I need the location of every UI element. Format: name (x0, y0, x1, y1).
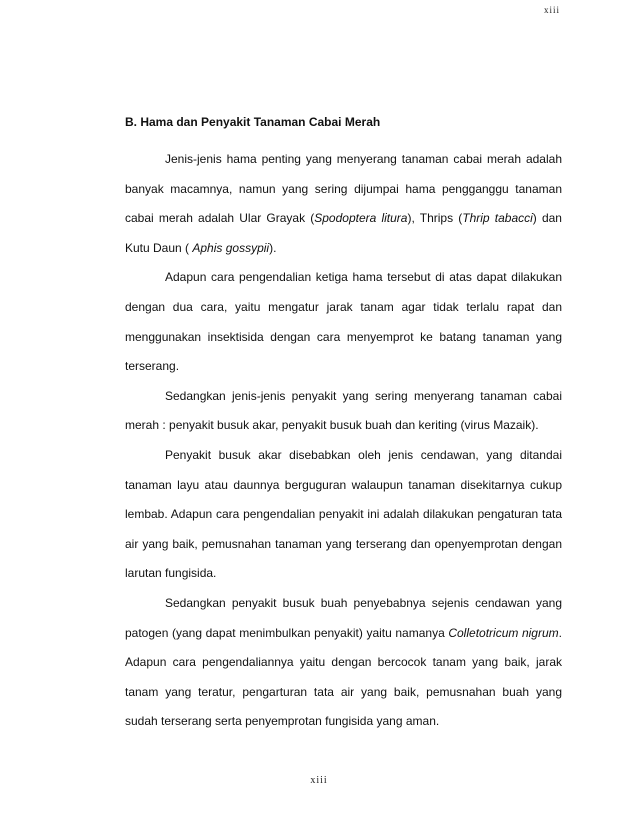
page-number-bottom: xiii (310, 775, 328, 786)
paragraph-text: Jenis-jenis hama penting yang menyerang tanaman cabai merah adalah banyak macamnya, namun yang sering dijumpai hama pengganggu tanaman cabai merah adalah Ular Grayak ( (125, 152, 562, 226)
paragraph-text: . Adapun cara pengendaliannya yaitu dengan bercocok tanam yang baik, jarak tanam yang teratur, pengarturan tata air yang baik, pemusnahan buah yang sudah terserang serta penyemprotan fungisida yang aman. (125, 625, 562, 729)
paragraph-jenis-penyakit: Sedangkan jenis-jenis penyakit yang sering menyerang tanaman cabai merah : penyakit busuk akar, penyakit busuk buah dan keriting (virus Mazaik). (125, 388, 562, 433)
paragraph-busuk-akar: Penyakit busuk akar disebabkan oleh jenis cendawan, yang ditandai tanaman layu atau daunnya berguguran walaupun tanaman disekitarnya cukup lembab. Adapun cara pengendalian penyakit ini adalah dilakukan pengaturan tata air yang baik, pemusnahan tanaman yang terserang dan openyemprotan dengan larutan fungisida. (125, 447, 562, 581)
paragraph-text: ) dan Kutu Daun ( (125, 211, 562, 255)
paragraph-hama (125, 145, 562, 263)
paragraph-busuk-buah (125, 589, 562, 737)
species-name-spodoptera: Spodoptera litura (314, 211, 408, 226)
species-name-thrip: Thrip tabacci (462, 211, 533, 226)
paragraph-text: Sedangkan penyakit busuk buah penyebabnya sejenis cendawan yang patogen (yang dapat menimbulkan penyakit) yaitu namanya (125, 595, 562, 640)
document-body (125, 113, 562, 737)
species-name-colletotricum: Colletotricum nigrum (448, 625, 559, 640)
section-heading: B. Hama dan Penyakit Tanaman Cabai Merah (125, 115, 381, 129)
paragraph-text: ). (269, 240, 277, 255)
page-number-top: xiii (543, 5, 560, 15)
paragraph-pengendalian-hama: Adapun cara pengendalian ketiga hama tersebut di atas dapat dilakukan dengan dua cara, yaitu mengatur jarak tanam agar tidak terlalu rapat dan menggunakan insektisida dengan cara menyemprot ke batang tanaman yang terserang. (125, 270, 562, 374)
species-name-aphis: Aphis gossypii (192, 240, 270, 255)
paragraph-text: ), Thrips ( (407, 211, 463, 226)
